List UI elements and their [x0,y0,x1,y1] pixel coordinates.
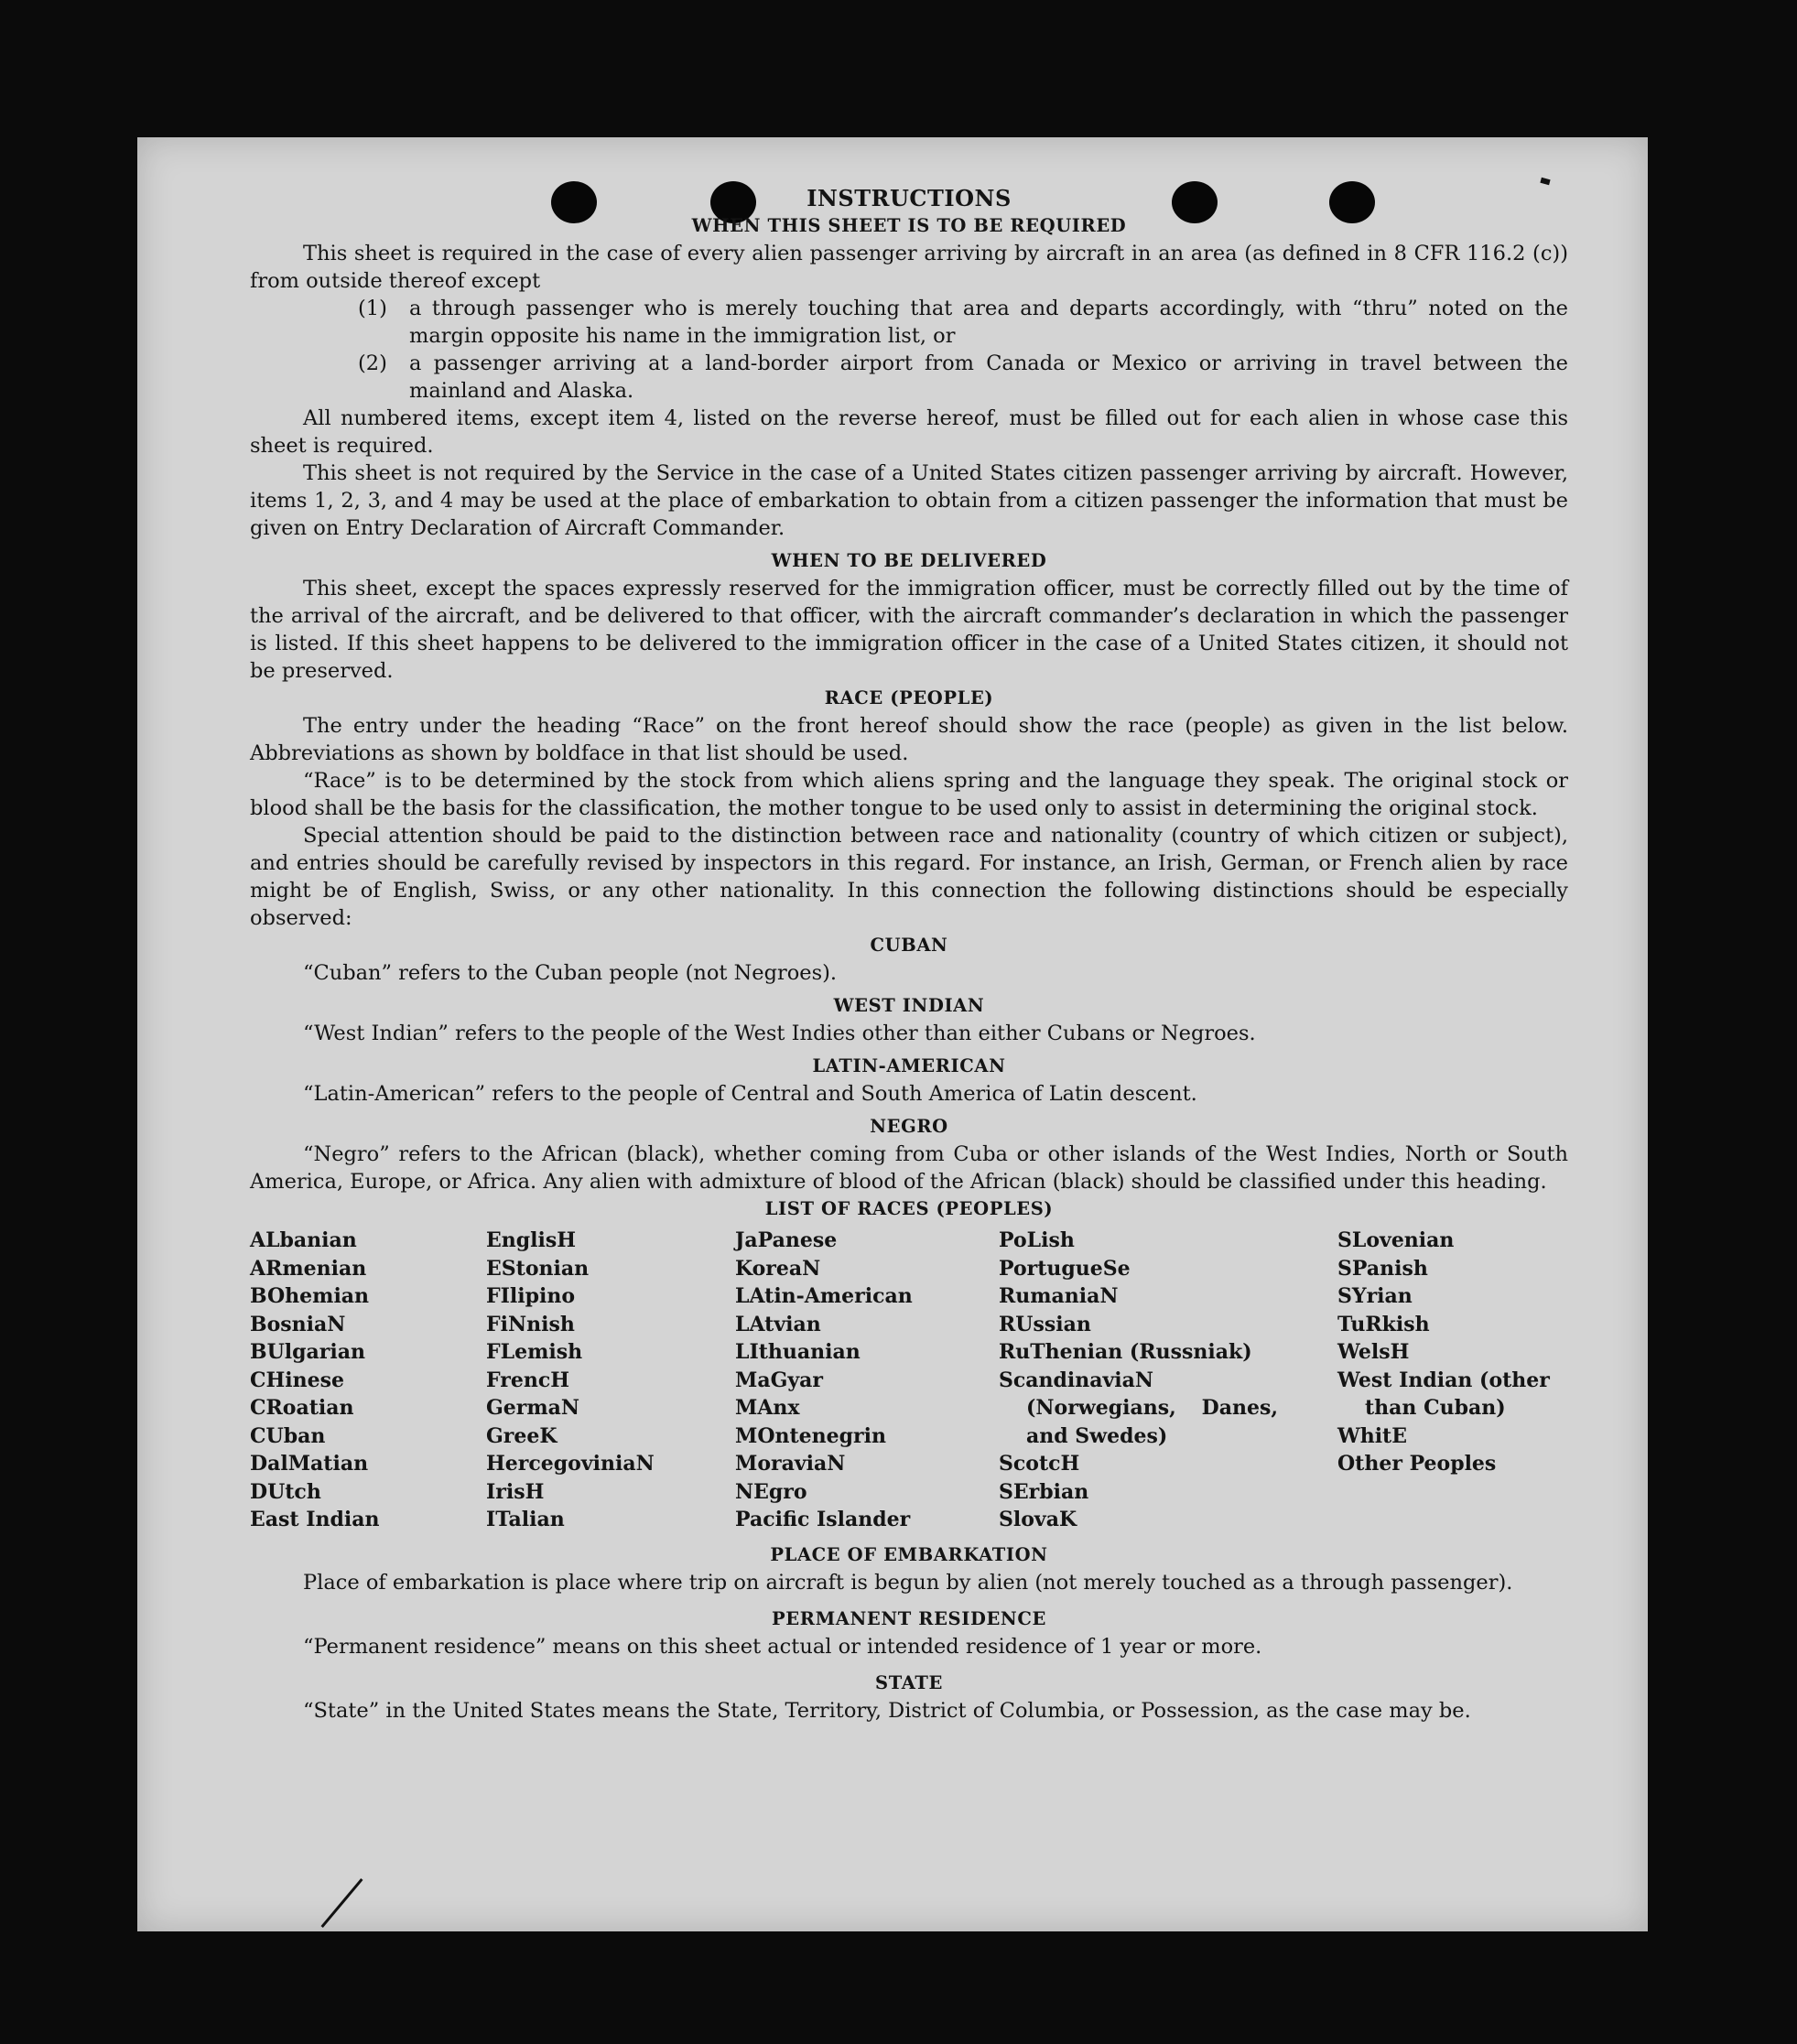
race-entry: MoraviaN [735,1452,846,1476]
permanent-residence-text: “Permanent residence” means on this sheet actual or intended residence of 1 year or more. [303,1634,1262,1659]
race-entry: SErbian [999,1479,1089,1504]
when-required-intro: This sheet is required in the case of every alien passenger arriving by aircraft in an area (as defined in 8 CFR 116.2 (c)) from outside thereof except [250,242,1568,293]
race-entry: GermaN [486,1396,580,1420]
race-entry: ARmenian [250,1256,367,1281]
heading-when-delivered: WHEN TO BE DELIVERED [771,550,1047,571]
embarkation-text: Place of embarkation is place where trip on aircraft is begun by alien (not merely touched as a through passenger). [303,1570,1513,1595]
race-entry: FrencH [486,1368,569,1392]
race-entry: PoLish [999,1228,1075,1252]
race-entry: IrisH [486,1479,545,1504]
race-entry: BUlgarian [250,1340,365,1364]
race-entry: RuThenian (Russniak) [999,1340,1252,1364]
heading-race: RACE (PEOPLE) [824,687,994,708]
exception-text: a through passenger who is merely touching that area and departs accordingly, with “thru” noted on the margin opposite his name in the immigration list, or [409,297,1568,348]
cuban-text: “Cuban” refers to the Cuban people (not Negroes). [303,961,838,985]
race-entry: LAtvian [735,1312,821,1336]
race-entry: SPanish [1337,1256,1428,1281]
state-text: “State” in the United States means the State, Territory, District of Columbia, or Possession, as the case may be. [303,1698,1471,1723]
race-entry: BosniaN [250,1312,346,1336]
race-entry: CRoatian [250,1396,354,1420]
race-entry: ScotcH [999,1452,1080,1476]
races-column-1 [250,1227,486,1534]
race-entry: GreeK [486,1423,558,1448]
race-entry: NEgro [735,1479,807,1504]
numbered-items-paragraph: All numbered items, except item 4, listed on the reverse hereof, must be filled out for each alien in whose case this sheet is required. [250,406,1568,458]
race-entry: WelsH [1337,1340,1410,1364]
race-entry: EnglisH [486,1228,577,1252]
heading-cuban: CUBAN [870,935,948,956]
races-column-3 [735,1227,999,1534]
heading-list-of-races: LIST OF RACES (PEOPLES) [764,1198,1054,1219]
race-entry: FIlipino [486,1284,576,1308]
race-entry: East Indian [250,1508,380,1531]
west-indian-text: “West Indian” refers to the people of the West Indies other than either Cubans or Negroes. [303,1022,1256,1045]
race-entry: FLemish [486,1340,583,1364]
race-entry: RumaniaN [999,1284,1119,1308]
race-entry: CUban [250,1423,326,1448]
races-column-2 [486,1227,735,1534]
race-entry: West Indian (other than Cuban) [1337,1368,1550,1420]
race-entry: Pacific Islander [735,1508,911,1531]
race-entry: DalMatian [250,1452,369,1476]
citizen-paragraph: This sheet is not required by the Service in the case of a United States citizen passenger arriving by aircraft. However, items 1, 2, 3, and 4 may be used at the place of embarkation to obtain from a citizen passenger the information that must be given on Entry Declaration of Aircraft Commander. [250,461,1568,540]
race-entry: EStonian [486,1256,590,1281]
race-entry: ScandinaviaN (Norwegians, Danes, and Swedes) [999,1368,1278,1448]
when-delivered-text: This sheet, except the spaces expressly reserved for the immigration officer, must be correctly filled out by the time of the arrival of the aircraft, and be delivered to that officer, with the aircraft commander’s declaration in which the passenger is listed. If this sheet happens to be delivered to the immigration officer in the case of a United States citizen, it should not be preserved. [250,577,1568,683]
exception-item [358,295,1568,350]
races-list [250,1227,1568,1534]
race-entry: SYrian [1337,1284,1413,1308]
race-entry: HercegoviniaN [486,1452,655,1476]
race-entry: ALbanian [250,1228,357,1252]
exception-text: a passenger arriving at a land-border airport from Canada or Mexico or arriving in travel between the mainland and Alaska. [409,351,1568,403]
race-entry: LIthuanian [735,1340,861,1364]
heading-latin-american: LATIN-AMERICAN [812,1055,1006,1076]
race-entry: SLovenian [1337,1228,1455,1252]
exception-item [358,350,1568,405]
race-paragraph-2: “Race” is to be determined by the stock from which aliens spring and the language they speak. The original stock or blood shall be the basis for the classification, the mother tongue to be used only to assist in determining the original stock. [250,769,1568,820]
race-entry: KoreaN [735,1256,821,1281]
race-entry: CHinese [250,1368,345,1392]
latin-american-text: “Latin-American” refers to the people of Central and South America of Latin descent. [303,1082,1197,1106]
negro-text: “Negro” refers to the African (black), whether coming from Cuba or other islands of the West Indies, North or South America, Europe, or Africa. Any alien with admixture of blood of the African (black) should be classified under this heading. [250,1142,1568,1194]
race-entry: FiNnish [486,1312,575,1336]
instructions-content [250,185,1568,1725]
race-entry: MaGyar [735,1368,824,1392]
race-entry: ITalian [486,1508,565,1531]
race-entry: LAtin-American [735,1284,913,1308]
race-entry: Other Peoples [1337,1452,1497,1476]
race-entry: WhitE [1337,1423,1407,1448]
race-entry: PortugueSe [999,1256,1131,1281]
race-entry: SlovaK [999,1508,1077,1531]
heading-when-required: WHEN THIS SHEET IS TO BE REQUIRED [691,215,1127,236]
document-sheet [137,137,1648,1931]
race-entry: JaPanese [735,1228,838,1252]
races-column-4 [999,1227,1337,1534]
page-title: INSTRUCTIONS [806,185,1012,211]
heading-state: STATE [875,1671,943,1693]
ink-speck [1540,178,1550,185]
exception-number: (1) [358,297,387,320]
heading-embarkation: PLACE OF EMBARKATION [770,1543,1048,1565]
pen-stroke-mark [320,1878,363,1928]
race-entry: DUtch [250,1479,321,1504]
race-entry: MOntenegrin [735,1423,886,1448]
race-entry: BOhemian [250,1284,370,1308]
race-paragraph-3: Special attention should be paid to the distinction between race and nationality (country of which citizen or subject), and entries should be carefully revised by inspectors in this regard. For instance, an Irish, German, or French alien by race might be of English, Swiss, or any other nationality. In this connection the following distinctions should be especially observed: [250,824,1568,930]
race-entry: RUssian [999,1312,1091,1336]
heading-negro: NEGRO [870,1116,948,1137]
heading-west-indian: WEST INDIAN [833,995,985,1016]
races-column-5 [1337,1227,1571,1534]
race-entry: MAnx [735,1396,800,1420]
exception-number: (2) [358,351,387,375]
heading-permanent-residence: PERMANENT RESIDENCE [772,1607,1046,1629]
race-paragraph-1: The entry under the heading “Race” on the front hereof should show the race (people) as given in the list below. Abbreviations as shown by boldface in that list should be used. [250,714,1568,765]
race-entry: TuRkish [1337,1312,1430,1336]
